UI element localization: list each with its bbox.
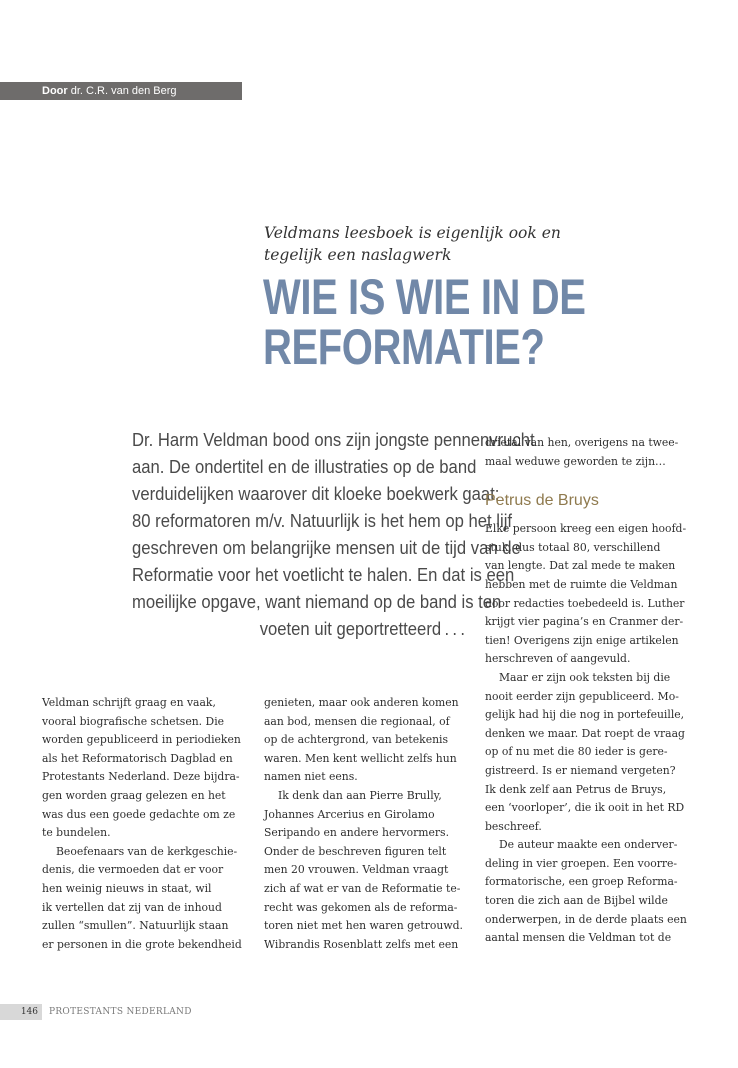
lead-line: Reformatie voor het voetlicht te halen. En dat is een xyxy=(132,564,515,585)
body-line: formatorische, een groep Reforma- xyxy=(485,875,678,889)
body-line: te bundelen. xyxy=(42,826,111,840)
body-line: waren. Men kent wellicht zelfs hun xyxy=(264,751,457,765)
section-subhead: Petrus de Bruys xyxy=(485,492,599,510)
body-line: toren niet met hen waren getrouwd. xyxy=(264,919,463,933)
body-line: tien! Overigens zijn enige artikelen xyxy=(485,633,679,647)
body-line: vooral biografische schetsen. Die xyxy=(42,714,225,728)
kicker-line: Veldmans leesboek is eigenlijk ook en xyxy=(264,224,561,242)
body-line: Seripando en andere hervormers. xyxy=(264,826,450,840)
page-footer xyxy=(0,1004,300,1020)
body-line: Veldman schrijft graag en vaak, xyxy=(42,696,216,709)
body-line: worden gepubliceerd in periodieken xyxy=(42,733,241,747)
article-title xyxy=(263,269,599,375)
body-line: aantal mensen die Veldman tot de xyxy=(485,931,672,945)
body-line: nooit eerder zijn gepubliceerd. Mo- xyxy=(485,689,679,703)
body-line: aan bod, mensen die regionaal, of xyxy=(264,714,450,728)
lead-line: moeilijke opgave, want niemand op de band is ten xyxy=(132,591,502,612)
title-line: WIE IS WIE IN DE xyxy=(263,269,586,325)
body-line: beschreef. xyxy=(485,819,542,833)
body-line: denken we maar. Dat roept de vraag xyxy=(485,726,685,740)
lead-paragraph xyxy=(95,426,535,642)
title-line: REFORMATIE? xyxy=(263,319,545,375)
body-line: Protestants Nederland. Deze bijdra- xyxy=(42,770,240,784)
body-column-1 xyxy=(42,694,247,954)
body-column-3 xyxy=(485,434,690,948)
body-line: Johannes Arcerius en Girolamo xyxy=(264,807,435,821)
body-line: Elke persoon kreeg een eigen hoofd- xyxy=(485,522,687,536)
body-line: krijgt vier pagina’s en Cranmer der- xyxy=(485,615,684,629)
body-line: toren die zich aan de Bijbel wilde xyxy=(485,894,668,908)
kicker xyxy=(264,222,564,266)
byline xyxy=(0,82,242,100)
body-line: Ik denk dan aan Pierre Brully, xyxy=(278,788,442,802)
body-line: op de achtergrond, van betekenis xyxy=(264,733,449,747)
body-line: stuk, dus totaal 80, verschillend xyxy=(485,540,661,554)
body-line: onderwerpen, in de derde plaats een xyxy=(485,912,687,926)
body-column-2 xyxy=(264,694,469,954)
body-line: gen worden graag gelezen en het xyxy=(42,788,226,802)
body-line: hebben met de ruimte die Veldman xyxy=(485,577,678,591)
body-line: hen weinig nieuws in staat, wil xyxy=(42,881,212,895)
body-line: De auteur maakte een onderver- xyxy=(499,838,678,852)
body-line: recht was gekomen als de reforma- xyxy=(264,900,458,914)
lead-line: 80 reformatoren m/v. Natuurlijk is het hem op het lijf xyxy=(132,510,513,531)
body-line: er personen in die grote bekendheid xyxy=(42,937,242,951)
body-line: gelijk had hij die nog in portefeuille, xyxy=(485,708,685,722)
byline-author: dr. C.R. van den Berg xyxy=(70,85,177,97)
body-line: gistreerd. Is er niemand vergeten? xyxy=(485,763,676,777)
body-line: ik vertellen dat zij van de inhoud xyxy=(42,900,222,914)
lead-line: voeten uit geportretteerd . . . xyxy=(259,618,465,639)
lead-line: verduidelijken waarover dit kloeke boekwerk gaat: xyxy=(132,483,500,504)
body-line: denis, die vermoeden dat er voor xyxy=(42,863,224,877)
body-line: Maar er zijn ook teksten bij die xyxy=(499,670,671,684)
page-number: 146 xyxy=(0,1004,42,1020)
lead-line: aan. De ondertitel en de illustraties op de band xyxy=(132,456,477,477)
lead-line: Dr. Harm Veldman bood ons zijn jongste pennenvrucht xyxy=(132,429,535,450)
lead-line: geschreven om belangrijke mensen uit de tijd van de xyxy=(132,537,521,558)
body-line: Wibrandis Rosenblatt zelfs met een xyxy=(264,937,459,951)
body-line: op of nu met die 80 ieder is gere- xyxy=(485,745,668,759)
body-line: zich af wat er van de Reformatie te- xyxy=(264,881,461,895)
body-line: Beoefenaars van de kerkgeschie- xyxy=(56,844,238,858)
body-line: namen niet eens. xyxy=(264,770,358,784)
body-line: van lengte. Dat zal mede te maken xyxy=(485,559,676,573)
publication-name: PROTESTANTS NEDERLAND xyxy=(49,1007,192,1017)
byline-label: Door xyxy=(42,85,68,97)
body-line: deling in vier groepen. Een voorre- xyxy=(485,856,678,870)
body-line: herschreven of aangevuld. xyxy=(485,652,631,666)
body-line: genieten, maar ook anderen komen xyxy=(264,696,459,709)
body-line: drietal van hen, overigens na twee- xyxy=(485,436,679,449)
body-line: als het Reformatorisch Dagblad en xyxy=(42,751,233,765)
body-line: zullen “smullen”. Natuurlijk staan xyxy=(42,919,229,933)
body-line: maal weduwe geworden te zijn… xyxy=(485,454,666,468)
body-line: Ik denk zelf aan Petrus de Bruys, xyxy=(485,782,667,796)
body-line: door redacties toebedeeld is. Luther xyxy=(485,596,685,610)
kicker-line: tegelijk een naslagwerk xyxy=(264,246,452,264)
body-line: was dus een goede gedachte om ze xyxy=(42,807,236,821)
body-line: een ‘voorloper’, die ik ooit in het RD xyxy=(485,801,685,815)
body-line: men 20 vrouwen. Veldman vraagt xyxy=(264,863,449,877)
body-line: Onder de beschreven figuren telt xyxy=(264,844,447,858)
